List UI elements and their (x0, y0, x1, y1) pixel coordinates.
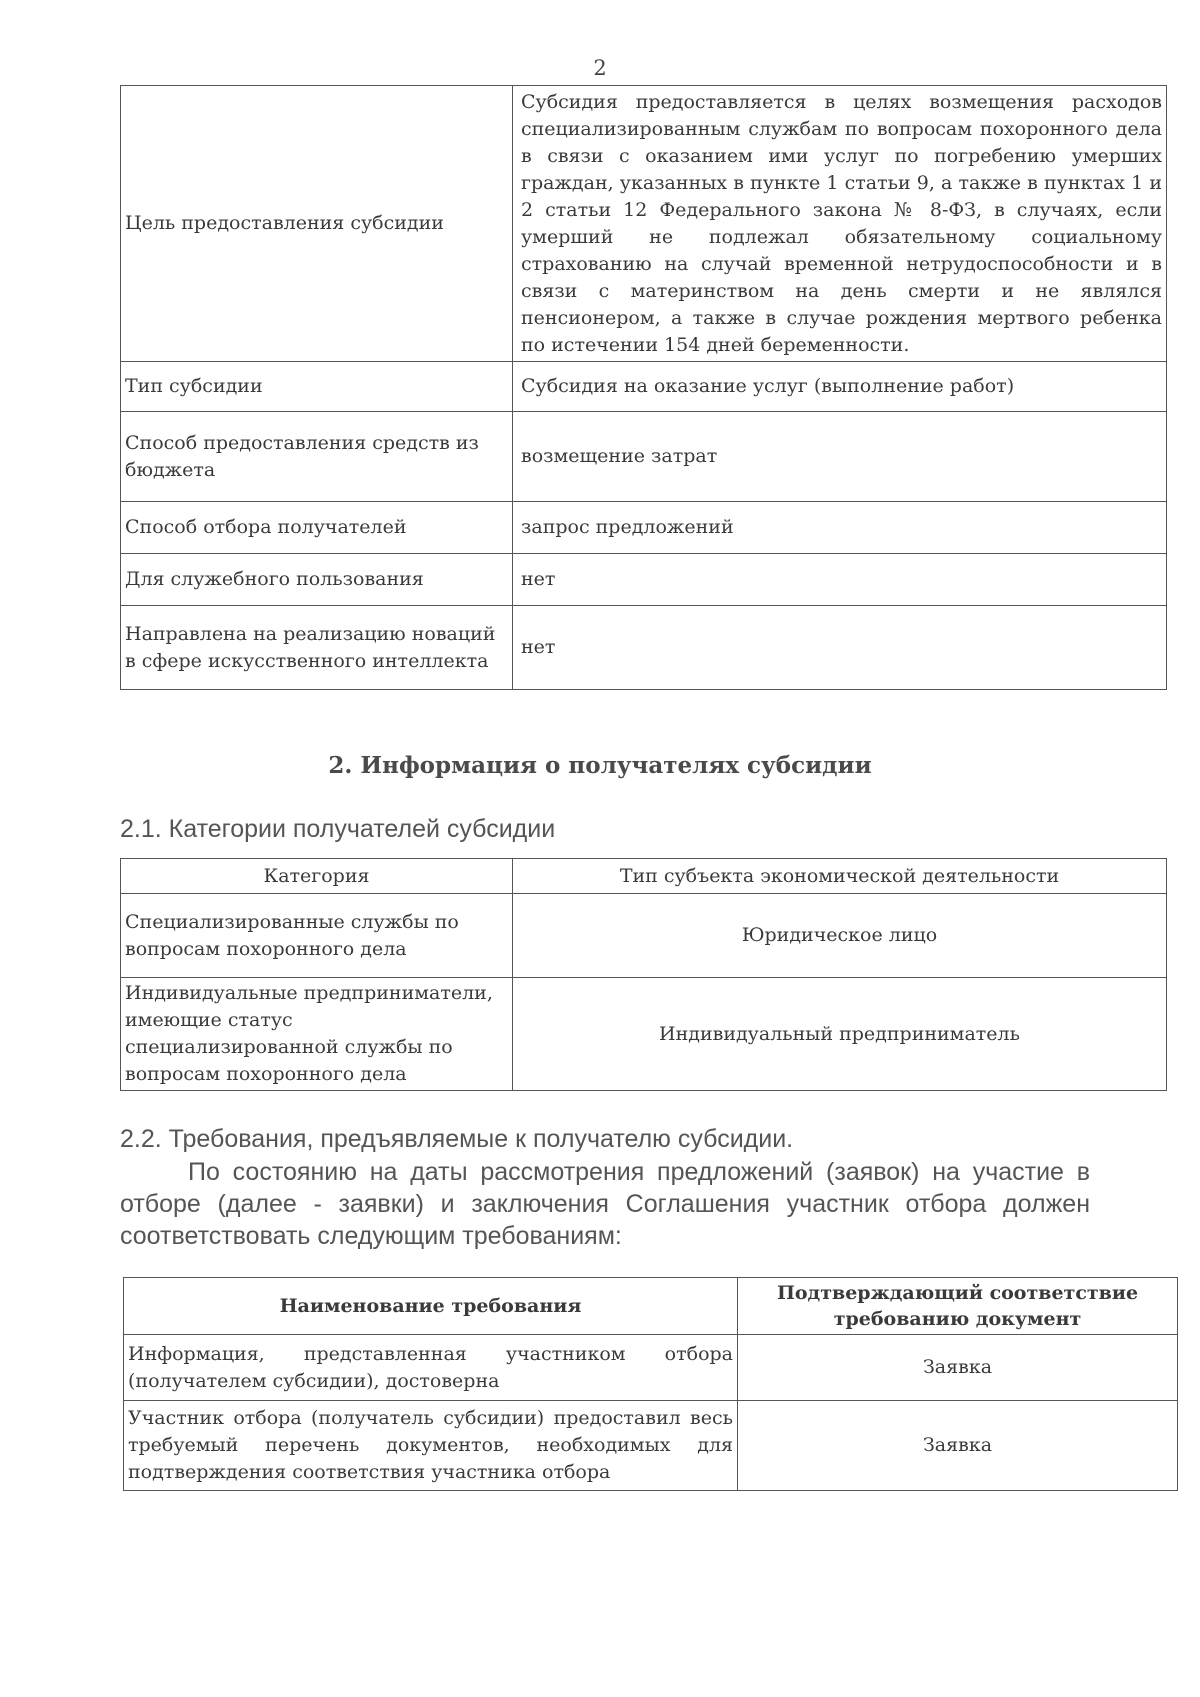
category-cell: Индивидуальные предприниматели, имеющие статус специализированной службы по вопросам похоронного дела (121, 978, 513, 1091)
row-value: возмещение затрат (513, 412, 1167, 502)
table-row (121, 362, 1167, 412)
row-label: Тип субсидии (121, 362, 513, 412)
table-row (124, 1401, 1178, 1491)
row-label: Направлена на реализацию новаций в сфере искусственного интеллекта (121, 606, 513, 690)
table-row (121, 502, 1167, 554)
requirements-intro: По состоянию на даты рассмотрения предложений (заявок) на участие в отборе (далее - заявки) и заключения Соглашения участник отбора должен соответствовать следующим требованиям: (120, 1158, 1090, 1250)
document-cell: Заявка (738, 1335, 1178, 1401)
requirements-table (123, 1277, 1178, 1491)
table-row (121, 86, 1167, 362)
requirement-cell: Информация, представленная участником отбора (получателем субсидии), достоверна (124, 1335, 738, 1401)
table-row (124, 1335, 1178, 1401)
table-header-row (121, 859, 1167, 894)
row-value: запрос предложений (513, 502, 1167, 554)
requirement-cell: Участник отбора (получатель субсидии) предоставил весь требуемый перечень документов, необходимых для подтверждения соответствия участника отбора (124, 1401, 738, 1491)
page-number: 2 (593, 56, 607, 80)
column-header: Наименование требования (124, 1278, 738, 1335)
subsection-title: 2.2. Требования, предъявляемые к получателю субсидии. (120, 1125, 794, 1153)
row-label: Цель предоставления субсидии (121, 86, 513, 362)
table-row (121, 978, 1167, 1091)
table-row (121, 554, 1167, 606)
column-header: Категория (121, 859, 513, 894)
row-value: Субсидия на оказание услуг (выполнение работ) (513, 362, 1167, 412)
table-row (121, 606, 1167, 690)
section-title: 2. Информация о получателях субсидии (328, 752, 872, 779)
subsection-title: 2.1. Категории получателей субсидии (120, 815, 556, 843)
row-label: Способ предоставления средств из бюджета (121, 412, 513, 502)
table-row (121, 412, 1167, 502)
row-label: Для служебного пользования (121, 554, 513, 606)
subsidy-info-table (120, 85, 1167, 690)
entity-type-cell: Индивидуальный предприниматель (513, 978, 1167, 1091)
recipient-categories-table (120, 858, 1167, 1091)
column-header: Подтверждающий соответствие требованию документ (738, 1278, 1178, 1335)
entity-type-cell: Юридическое лицо (513, 894, 1167, 978)
category-cell: Специализированные службы по вопросам похоронного дела (121, 894, 513, 978)
row-value: нет (513, 554, 1167, 606)
row-value: Субсидия предоставляется в целях возмещения расходов специализированным службам по вопросам похоронного дела в связи с оказанием ими услуг по погребению умерших граждан, указанных в пункте 1 статьи 9, а также в пунктах 1 и 2 статьи 12 Федерального закона № 8-ФЗ, в случаях, если умерший не подлежал обязательному социальному страхованию на случай временной нетрудоспособности и в связи с материнством на день смерти и не являлся пенсионером, а также в случае рождения мертвого ребенка по истечении 154 дней беременности. (513, 86, 1167, 362)
row-value: нет (513, 606, 1167, 690)
table-row (121, 894, 1167, 978)
document-cell: Заявка (738, 1401, 1178, 1491)
row-label: Способ отбора получателей (121, 502, 513, 554)
column-header: Тип субъекта экономической деятельности (513, 859, 1167, 894)
table-header-row (124, 1278, 1178, 1335)
